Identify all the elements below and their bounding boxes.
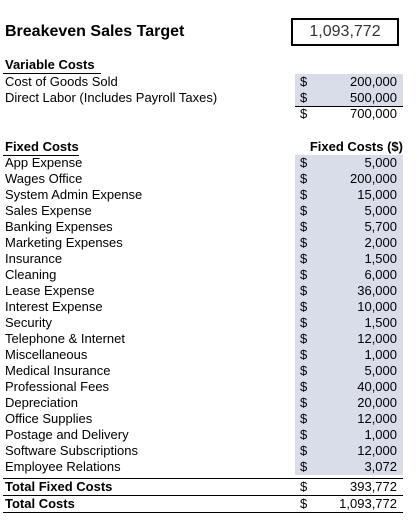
fixed-cost-label: Interest Expense	[5, 299, 103, 314]
fixed-cost-value[interactable]: 36,000	[357, 283, 397, 298]
fixed-cost-value[interactable]: 3,072	[364, 459, 397, 474]
fixed-cost-row	[0, 187, 419, 203]
currency-symbol: $	[300, 331, 308, 346]
fixed-cost-label: Security	[5, 315, 52, 330]
fixed-cost-label: Office Supplies	[5, 411, 93, 426]
fixed-cost-label: Sales Expense	[5, 203, 92, 218]
fixed-cost-value[interactable]: 5,000	[364, 155, 397, 170]
fixed-cost-row	[0, 315, 419, 331]
currency-symbol: $	[300, 203, 308, 218]
fixed-cost-label: Depreciation	[5, 395, 78, 410]
fixed-cost-value[interactable]: 12,000	[357, 331, 397, 346]
fixed-cost-label: Postage and Delivery	[5, 427, 129, 442]
total-costs-label: Total Costs	[5, 496, 75, 511]
fixed-cost-row	[0, 459, 419, 475]
fixed-cost-row	[0, 379, 419, 395]
variable-total-row	[0, 106, 419, 122]
fixed-cost-value[interactable]: 200,000	[350, 171, 397, 186]
fixed-cost-label: Software Subscriptions	[5, 443, 138, 458]
total-costs-value: 1,093,772	[339, 496, 397, 511]
variable-row	[0, 74, 419, 90]
title-row	[0, 15, 419, 49]
currency-symbol: $	[300, 379, 308, 394]
currency-symbol: $	[300, 155, 308, 170]
fixed-cost-value[interactable]: 5,000	[364, 363, 397, 378]
currency-symbol: $	[300, 283, 308, 298]
fixed-cost-value[interactable]: 1,000	[364, 427, 397, 442]
fixed-cost-row	[0, 203, 419, 219]
currency-symbol: $	[300, 267, 308, 282]
total-costs-bottom-border	[3, 512, 403, 513]
fixed-cost-label: Employee Relations	[5, 459, 121, 474]
fixed-cost-row	[0, 283, 419, 299]
fixed-cost-label: Telephone & Internet	[5, 331, 125, 346]
fixed-cost-label: System Admin Expense	[5, 187, 143, 202]
fixed-cost-label: Cleaning	[5, 267, 57, 282]
currency-symbol: $	[300, 90, 308, 105]
fixed-cost-row	[0, 347, 419, 363]
fixed-cost-value[interactable]: 10,000	[357, 299, 397, 314]
variable-row-value[interactable]: 200,000	[350, 74, 397, 89]
currency-symbol: $	[300, 443, 308, 458]
currency-symbol: $	[300, 459, 308, 474]
sheet-title: Breakeven Sales Target	[5, 23, 185, 40]
fixed-cost-row	[0, 427, 419, 443]
fixed-cost-value[interactable]: 20,000	[357, 395, 397, 410]
fixed-costs-heading-row	[0, 139, 419, 155]
variable-row-label: Direct Labor (Includes Payroll Taxes)	[5, 90, 218, 105]
fixed-cost-label: Marketing Expenses	[5, 235, 123, 250]
fixed-cost-label: Banking Expenses	[5, 219, 113, 234]
currency-symbol: $	[300, 171, 308, 186]
currency-symbol: $	[300, 251, 308, 266]
currency-symbol: $	[300, 496, 308, 511]
fixed-cost-value[interactable]: 1,500	[364, 315, 397, 330]
currency-symbol: $	[300, 315, 308, 330]
currency-symbol: $	[300, 347, 308, 362]
fixed-cost-label: Professional Fees	[5, 379, 110, 394]
variable-row-label: Cost of Goods Sold	[5, 74, 118, 89]
currency-symbol: $	[300, 479, 308, 494]
variable-costs-heading: Variable Costs	[5, 57, 95, 72]
total-fixed-row	[0, 479, 419, 495]
currency-symbol: $	[300, 74, 308, 89]
fixed-cost-row	[0, 235, 419, 251]
fixed-cost-value[interactable]: 6,000	[364, 267, 397, 282]
fixed-cost-label: Miscellaneous	[5, 347, 88, 362]
fixed-cost-row	[0, 251, 419, 267]
fixed-cost-row	[0, 267, 419, 283]
currency-symbol: $	[300, 106, 308, 121]
fixed-cost-value[interactable]: 1,500	[364, 251, 397, 266]
fixed-costs-heading: Fixed Costs	[5, 139, 79, 154]
fixed-cost-label: App Expense	[5, 155, 83, 170]
fixed-cost-value[interactable]: 5,700	[364, 219, 397, 234]
total-fixed-label: Total Fixed Costs	[5, 479, 113, 494]
variable-row	[0, 90, 419, 106]
currency-symbol: $	[300, 363, 308, 378]
fixed-cost-label: Medical Insurance	[5, 363, 111, 378]
fixed-cost-value[interactable]: 15,000	[357, 187, 397, 202]
total-fixed-value: 393,772	[350, 479, 397, 494]
fixed-cost-value[interactable]: 5,000	[364, 203, 397, 218]
fixed-cost-row	[0, 219, 419, 235]
fixed-cost-label: Insurance	[5, 251, 63, 266]
breakeven-target-cell[interactable]: 1,093,772	[291, 18, 399, 46]
fixed-costs-column-header: Fixed Costs ($)	[309, 139, 403, 154]
currency-symbol: $	[300, 395, 308, 410]
fixed-cost-value[interactable]: 2,000	[364, 235, 397, 250]
fixed-cost-row	[0, 395, 419, 411]
fixed-cost-row	[0, 411, 419, 427]
currency-symbol: $	[300, 299, 308, 314]
fixed-cost-label: Lease Expense	[5, 283, 95, 298]
fixed-cost-row	[0, 363, 419, 379]
fixed-cost-label: Wages Office	[5, 171, 83, 186]
fixed-cost-value[interactable]: 40,000	[357, 379, 397, 394]
currency-symbol: $	[300, 427, 308, 442]
variable-costs-heading-row	[0, 57, 419, 73]
fixed-cost-row	[0, 331, 419, 347]
fixed-cost-row	[0, 155, 419, 171]
fixed-cost-row	[0, 299, 419, 315]
fixed-cost-value[interactable]: 1,000	[364, 347, 397, 362]
variable-row-value[interactable]: 500,000	[350, 90, 397, 105]
fixed-cost-row	[0, 443, 419, 459]
currency-symbol: $	[300, 235, 308, 250]
total-costs-row	[0, 496, 419, 512]
currency-symbol: $	[300, 187, 308, 202]
fixed-cost-value[interactable]: 12,000	[357, 443, 397, 458]
variable-total-value: 700,000	[350, 106, 397, 121]
currency-symbol: $	[300, 411, 308, 426]
fixed-cost-value[interactable]: 12,000	[357, 411, 397, 426]
currency-symbol: $	[300, 219, 308, 234]
fixed-cost-row	[0, 171, 419, 187]
